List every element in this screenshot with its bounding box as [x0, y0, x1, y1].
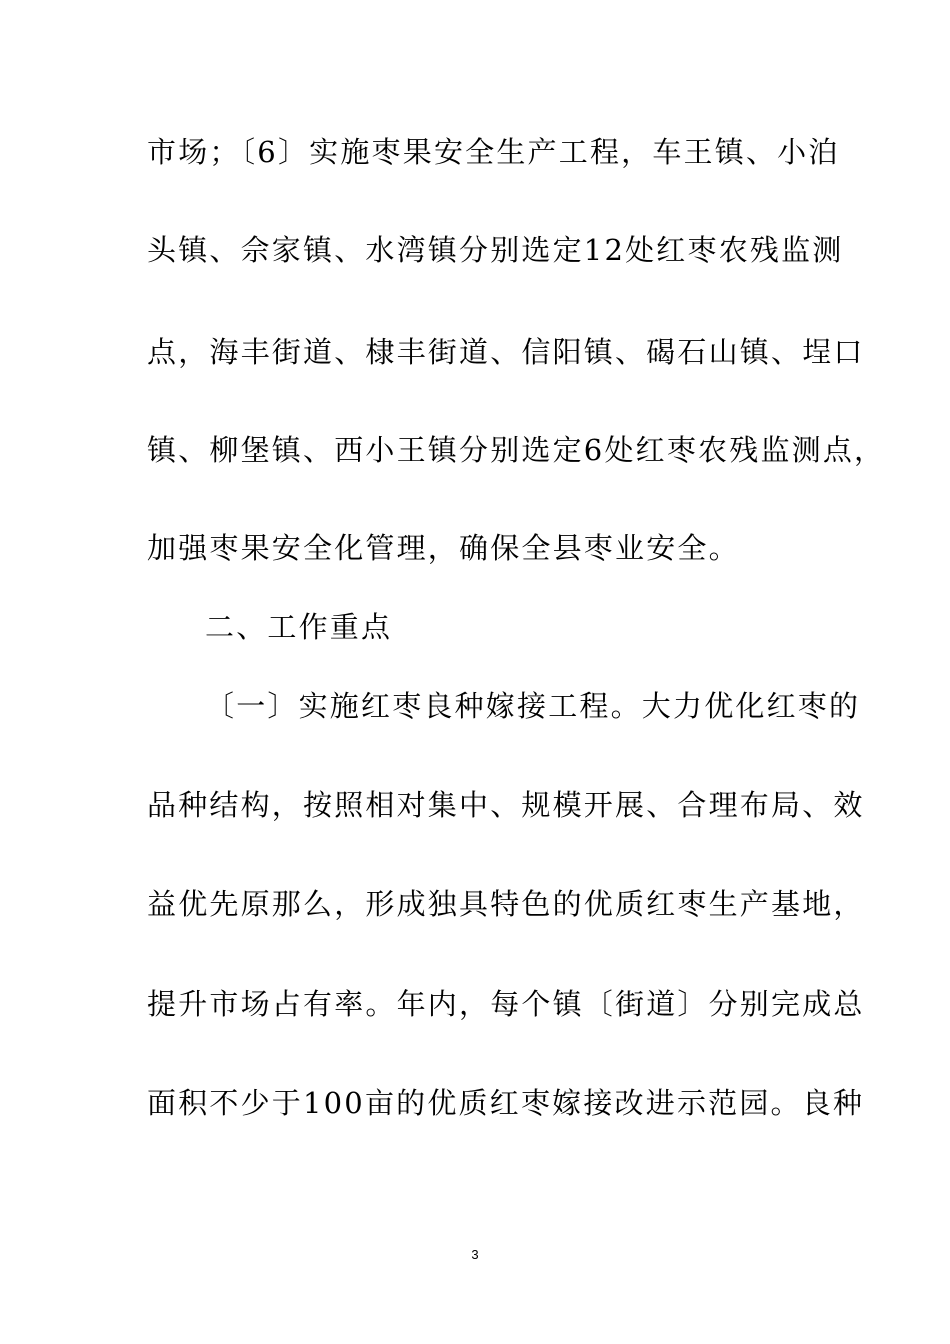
section-heading: 二、工作重点: [205, 610, 393, 644]
text-line: 加强枣果安全化管理，确保全县枣业安全。: [147, 531, 740, 565]
text-line: 益优先原那么，形成独具特色的优质红枣生产基地，: [147, 887, 865, 921]
text-line: 品种结构，按照相对集中、规模开展、合理布局、效: [147, 788, 865, 822]
text-line: 点，海丰街道、棣丰街道、信阳镇、碣石山镇、埕口: [147, 335, 865, 369]
text-line: 〔一〕实施红枣良种嫁接工程。大力优化红枣的: [205, 689, 861, 723]
text-line: 头镇、佘家镇、水湾镇分别选定12处红枣农残监测: [147, 233, 844, 267]
text-line: 市场；〔6〕实施枣果安全生产工程，车王镇、小泊: [147, 135, 840, 169]
text-line: 镇、柳堡镇、西小王镇分别选定6处红枣农残监测点，: [147, 433, 886, 467]
text-line: 提升市场占有率。年内，每个镇〔街道〕分别完成总: [147, 987, 865, 1021]
text-line: 面积不少于100亩的优质红枣嫁接改进示范园。良种: [147, 1086, 865, 1120]
page-number: 3: [471, 1247, 479, 1262]
